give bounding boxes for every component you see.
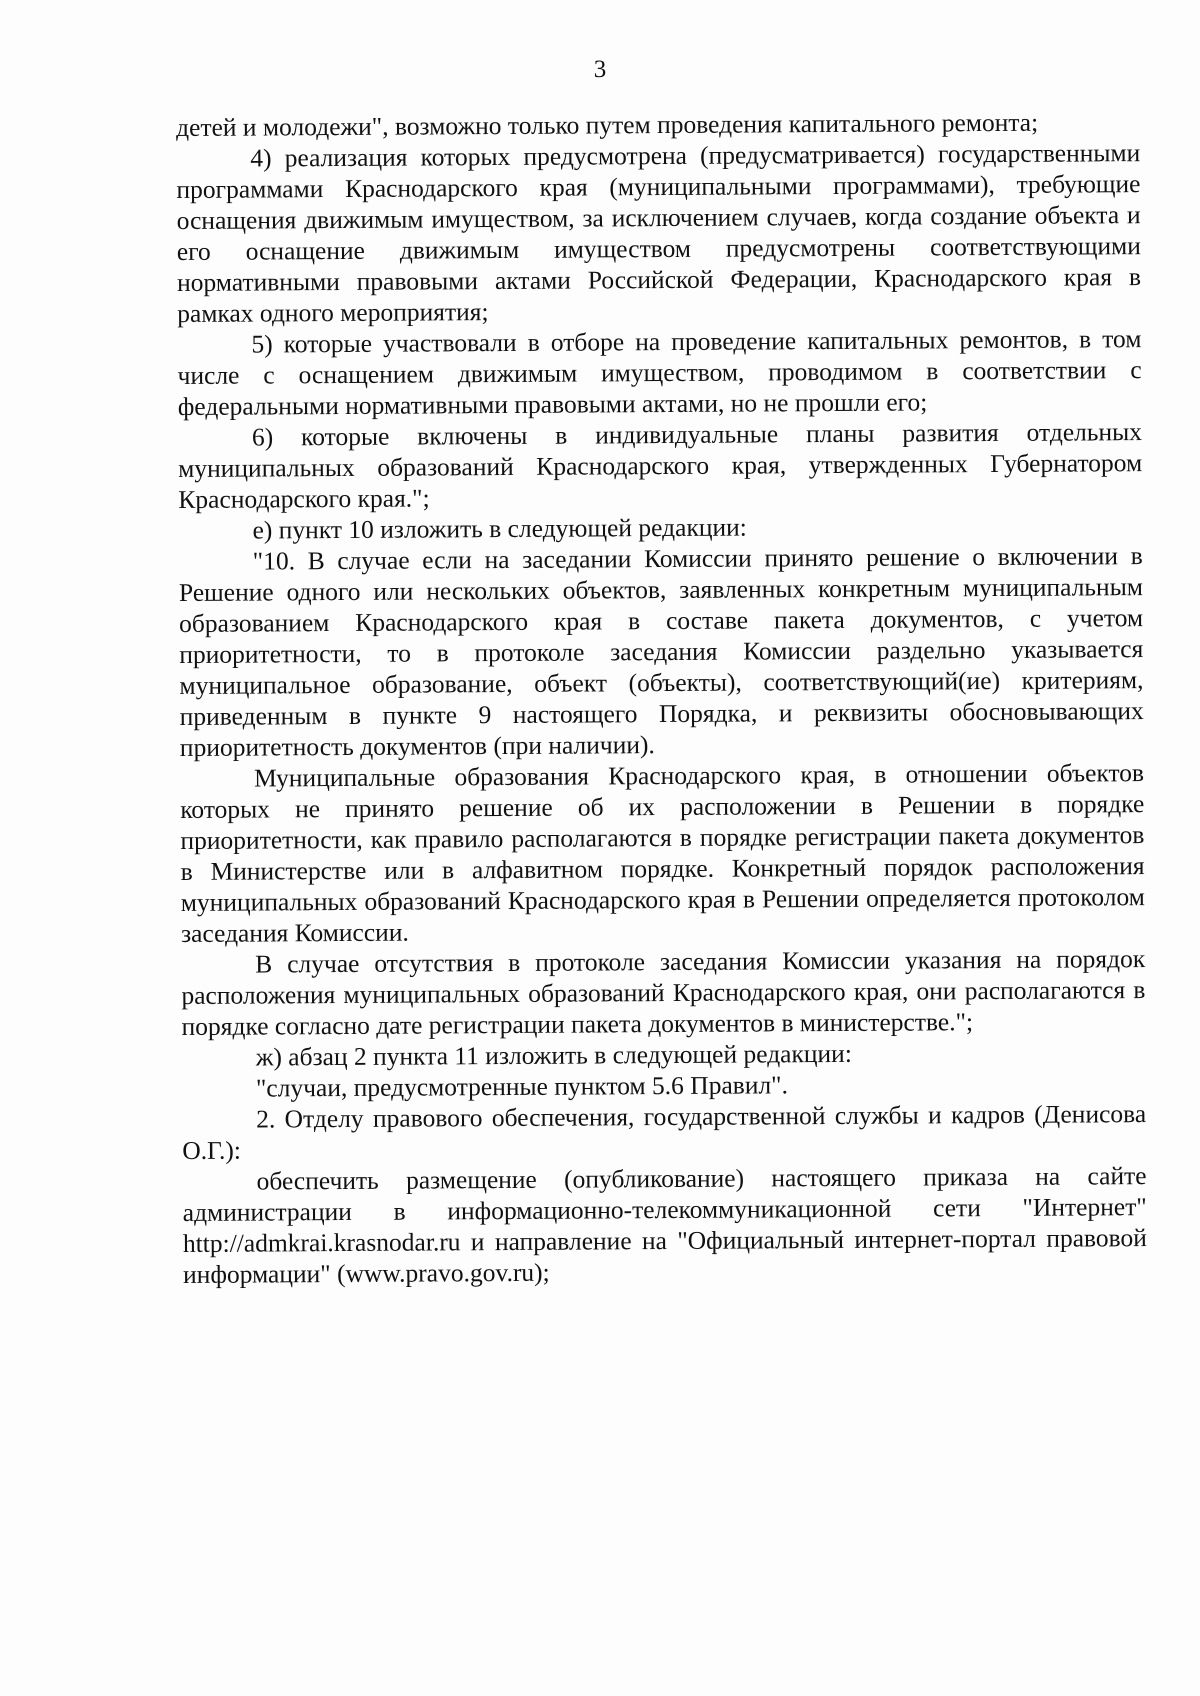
paragraph-item-2-department: 2. Отделу правового обеспечения, государственной службы и кадров (Денисова О.Г.): xyxy=(182,1099,1147,1165)
page-number: 3 xyxy=(593,56,607,83)
paragraph-item-6: 6) которые включены в индивидуальные планы развития отдельных муниципальных образований Краснодарского края, утвержденных Губернатором Краснодарского края."; xyxy=(178,417,1143,514)
paragraph-quote-cases: "случаи, предусмотренные пунктом 5.6 Правил". xyxy=(255,1070,789,1103)
paragraph-municipal-order: Муниципальные образования Краснодарского края, в отношении объектов которых не принято решение об их расположении в Решении в порядке приоритетности, как правило располагаются в порядке регистрации пакета документов в Министерстве или в алфавитном порядке. Конкретный порядок расположения муниципальных образований Краснодарского края в Решении определяется протоколом заседания Комиссии. xyxy=(180,758,1145,948)
document-body xyxy=(176,106,1147,1290)
paragraph-publication: обеспечить размещение (опубликование) настоящего приказа на сайте администрации в информационно-телекоммуникационной сети "Интернет" http://admkrai.krasnodar.ru и направление на "Официальный интернет-портал правовой информации" (www.pravo.gov.ru); xyxy=(182,1161,1147,1289)
paragraph-clause-10: "10. В случае если на заседании Комиссии принято решение о включении в Решение одного или нескольких объектов, заявленных конкретным муниципальным образованием Краснодарского края в составе пакета документов, с учетом приоритетности, то в протоколе заседания Комиссии раздельно указывается муниципальное образование, объект (объекты), соответствующий(ие) критериям, приведенным в пункте 9 настоящего Порядка, и реквизиты обосновывающих приоритетность документов (при наличии). xyxy=(178,541,1144,762)
paragraph-item-5: 5) которые участвовали в отборе на проведение капитальных ремонтов, в том числе с оснащением движимым имуществом, проводимом в соответствии с федеральными нормативными правовыми актами, но не прошли его; xyxy=(177,324,1142,421)
paragraph-absence-case: В случае отсутствия в протоколе заседания Комиссии указания на порядок расположения муниципальных образований Краснодарского края, они располагаются в порядке согласно дате регистрации пакета документов в министерстве."; xyxy=(181,944,1146,1041)
paragraph-subitem-zh: ж) абзац 2 пункта 11 изложить в следующей редакции: xyxy=(255,1038,852,1072)
paragraph-continuation: детей и молодежи", возможно только путем проведения капитального ремонта; xyxy=(176,107,1039,142)
paragraph-item-4: 4) реализация которых предусмотрена (предусматривается) государственными программами Краснодарского края (муниципальными программами), требующие оснащения движимым имуществом, за исключением случаев, когда создание объекта и его оснащение движимым имуществом предусмотрены соответствующими нормативными правовыми актами Российской Федерации, Краснодарского края в рамках одного мероприятия; xyxy=(176,138,1142,328)
paragraph-subitem-e: е) пункт 10 изложить в следующей редакции: xyxy=(252,512,747,545)
